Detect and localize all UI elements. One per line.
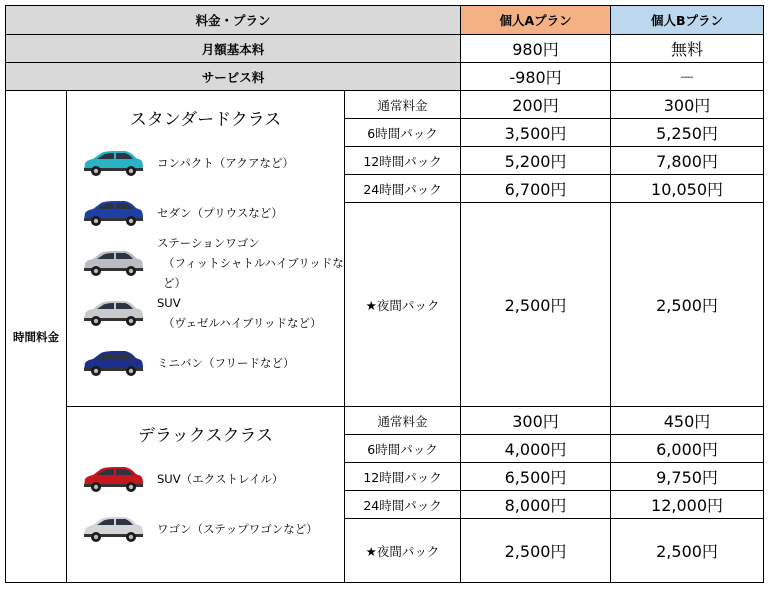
service-fee-label: サービス料 (6, 63, 461, 91)
deluxe-price-a: 300円 (461, 407, 611, 435)
deluxe-row-label: ★夜間パック (345, 519, 461, 583)
standard-price-b: 10,050円 (611, 175, 764, 203)
car-name: セダン（プリウスなど） (157, 206, 283, 220)
deluxe-class-title: デラックスクラス (138, 426, 273, 446)
standard-row-label: 12時間パック (345, 147, 461, 175)
deluxe-car-list (67, 454, 344, 554)
standard-row-label: 6時間パック (345, 119, 461, 147)
car-name: ステーションワゴン (157, 236, 260, 250)
standard-price-a: 5,200円 (461, 147, 611, 175)
monthly-fee-label: 月額基本料 (6, 35, 461, 63)
car-name: ミニバン（フリードなど） (157, 356, 295, 370)
wagon-car-icon (81, 514, 145, 544)
pricing-table (5, 5, 764, 583)
sedan-car-icon (81, 198, 145, 228)
deluxe-price-a: 8,000円 (461, 491, 611, 519)
deluxe-price-a: 2,500円 (461, 519, 611, 583)
deluxe-price-b: 12,000円 (611, 491, 764, 519)
standard-class-cell (67, 91, 345, 407)
standard-row-label: 24時間パック (345, 175, 461, 203)
deluxe-row-label: 通常料金 (345, 407, 461, 435)
car-item (67, 188, 344, 238)
monthly-fee-b: 無料 (611, 35, 764, 63)
standard-price-a: 6,700円 (461, 175, 611, 203)
car-item (67, 138, 344, 188)
standard-row-label: 通常料金 (345, 91, 461, 119)
car-item (67, 238, 344, 288)
car-item (67, 288, 344, 338)
service-fee-b: － (611, 63, 764, 91)
header-label: 料金・プラン (6, 6, 461, 35)
standard-price-b: 300円 (611, 91, 764, 119)
car-name: ワゴン（ステップワゴンなど） (157, 522, 318, 536)
car-name: SUV（エクストレイル） (157, 472, 284, 486)
standard-class-title: スタンダードクラス (129, 110, 282, 130)
suv-car-icon (81, 298, 145, 328)
car-item (67, 454, 344, 504)
car-name: コンパクト（アクアなど） (157, 156, 294, 170)
plan-b-header: 個人Bプラン (611, 6, 764, 35)
deluxe-price-a: 4,000円 (461, 435, 611, 463)
standard-price-a: 200円 (461, 91, 611, 119)
minivan-car-icon (81, 348, 145, 378)
deluxe-row-label: 12時間パック (345, 463, 461, 491)
car-item (67, 338, 344, 388)
standard-price-b: 5,250円 (611, 119, 764, 147)
standard-price-a: 3,500円 (461, 119, 611, 147)
deluxe-row-label: 24時間パック (345, 491, 461, 519)
deluxe-price-a: 6,500円 (461, 463, 611, 491)
deluxe-price-b: 6,000円 (611, 435, 764, 463)
car-item (67, 504, 344, 554)
deluxe-price-b: 9,750円 (611, 463, 764, 491)
standard-price-a: 2,500円 (461, 203, 611, 407)
standard-price-b: 2,500円 (611, 203, 764, 407)
monthly-fee-a: 980円 (461, 35, 611, 63)
deluxe-row-label: 6時間パック (345, 435, 461, 463)
deluxe-price-b: 450円 (611, 407, 764, 435)
car-name: SUV (157, 296, 181, 310)
standard-price-b: 7,800円 (611, 147, 764, 175)
wagon-car-icon (81, 248, 145, 278)
car-name-note: （フィットシャトルハイブリッドなど） (163, 256, 344, 290)
deluxe-price-b: 2,500円 (611, 519, 764, 583)
deluxe-class-cell (67, 407, 345, 583)
plan-a-header: 個人Aプラン (461, 6, 611, 35)
car-name-note: （ヴェゼルハイブリッドなど） (163, 316, 322, 330)
service-fee-a: -980円 (461, 63, 611, 91)
compact-car-icon (81, 148, 145, 178)
standard-row-label: ★夜間パック (345, 203, 461, 407)
standard-car-list (67, 138, 344, 388)
hourly-fee-label: 時間料金 (6, 91, 67, 583)
suv-car-icon (81, 464, 145, 494)
